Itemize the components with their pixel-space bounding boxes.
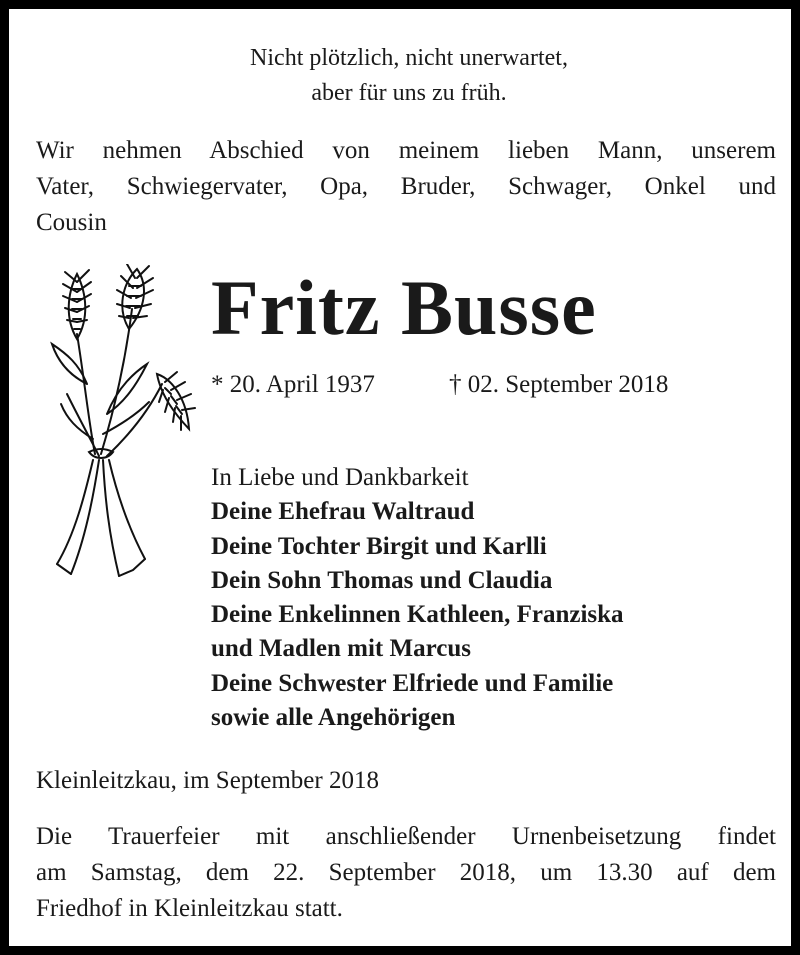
funeral-info <box>36 819 776 927</box>
mourner-line: Deine Tochter Birgit und Karlli <box>211 532 547 560</box>
death-date: † 02. September 2018 <box>449 371 669 398</box>
mourner-line: und Madlen mit Marcus <box>211 635 471 663</box>
place-and-date: Kleinleitzkau, im September 2018 <box>36 767 379 794</box>
deceased-name: Fritz Busse <box>211 264 597 351</box>
funeral-line-2: am Samstag, dem 22. September 2018, um 13.30 auf dem <box>36 859 776 886</box>
motto-line-1: Nicht plötzlich, nicht unerwartet, <box>250 45 568 71</box>
mourner-line: Dein Sohn Thomas und Claudia <box>211 566 553 594</box>
intro-paragraph <box>36 133 776 241</box>
funeral-line-3: Friedhof in Kleinleitzkau statt. <box>36 895 343 922</box>
motto <box>18 41 800 111</box>
funeral-line-1: Die Trauerfeier mit anschließender Urnenbeisetzung findet <box>36 823 776 850</box>
life-dates <box>211 367 668 403</box>
mourner-line: sowie alle Angehörigen <box>211 704 456 732</box>
mourners-list <box>211 461 624 735</box>
mourner-line: Deine Ehefrau Waltraud <box>211 498 475 526</box>
intro-line-3: Cousin <box>36 209 107 236</box>
birth-date: * 20. April 1937 <box>211 371 375 398</box>
wheat-sheaf-icon <box>37 264 197 589</box>
intro-line-1: Wir nehmen Abschied von meinem lieben Mann, unserem <box>36 137 776 164</box>
motto-line-2: aber für uns zu früh. <box>311 80 507 106</box>
mourner-line: Deine Schwester Elfriede und Familie <box>211 669 614 697</box>
mourner-line: Deine Enkelinnen Kathleen, Franziska <box>211 601 624 629</box>
intro-line-2: Vater, Schwiegervater, Opa, Bruder, Schwager, Onkel und <box>36 173 776 200</box>
mourners-heading: In Liebe und Dankbarkeit <box>211 464 469 491</box>
